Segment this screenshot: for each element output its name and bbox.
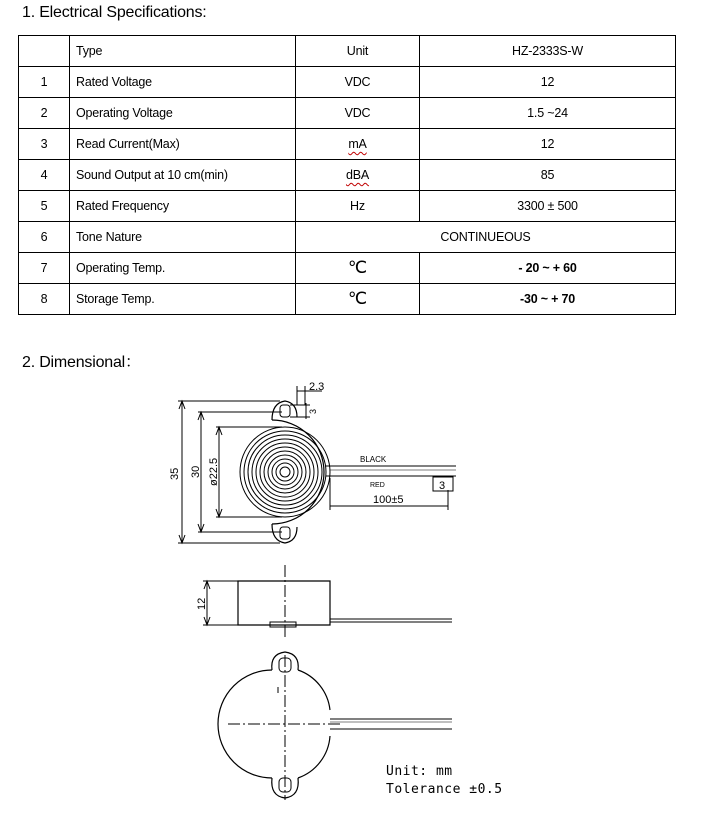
bottom-view-outline: [298, 736, 330, 778]
dimension-drawing: [0, 370, 702, 827]
row-type: Operating Temp.: [70, 253, 296, 284]
row-unit-cell: [296, 129, 420, 160]
table-row: [19, 222, 676, 253]
table-row: [19, 160, 676, 191]
row-unit-cell: [296, 160, 420, 191]
dim-3-wire: 3: [439, 480, 446, 492]
black-wire-label: BLACK: [360, 455, 387, 464]
row-value: 12: [420, 129, 676, 160]
row-unit: Hz: [296, 191, 420, 222]
row-value: CONTINUEOUS: [296, 222, 676, 253]
row-num: 1: [19, 67, 70, 98]
header-unit: Unit: [296, 36, 420, 67]
row-unit: VDC: [296, 98, 420, 129]
dim-2-3: 2.3: [309, 381, 325, 393]
table-row: [19, 129, 676, 160]
table-row: [19, 284, 676, 315]
row-unit: ℃: [296, 253, 420, 284]
table-row: [19, 67, 676, 98]
row-num: 8: [19, 284, 70, 315]
row-num: 5: [19, 191, 70, 222]
row-type: Rated Frequency: [70, 191, 296, 222]
top-slot: [280, 405, 290, 417]
section-title-electrical: 1. Electrical Specifications:: [22, 4, 207, 21]
section-title-dimensional: 2. Dimensional：: [22, 354, 141, 371]
row-num: 4: [19, 160, 70, 191]
row-value: 12: [420, 67, 676, 98]
dim-lead: 100±5: [373, 494, 404, 506]
row-type: Sound Output at 10 cm(min): [70, 160, 296, 191]
header-type: Type: [70, 36, 296, 67]
dim-30: 30: [190, 465, 202, 478]
dim-3-top: 3: [308, 408, 318, 414]
side-view: [196, 565, 452, 640]
row-num: 2: [19, 98, 70, 129]
bottom-slot: [280, 527, 290, 539]
row-value: - 20 ~ + 60: [420, 253, 676, 284]
row-type: Rated Voltage: [70, 67, 296, 98]
tolerance-note: Tolerance ±0.5: [386, 782, 503, 797]
header-num: [19, 36, 70, 67]
bottom-view-outline: [298, 670, 330, 710]
unit-note: Unit: mm: [386, 764, 453, 779]
row-value: 1.5 ~24: [420, 98, 676, 129]
electrical-spec-table: [18, 35, 676, 315]
red-wire-label: RED: [370, 482, 385, 489]
table-row: [19, 253, 676, 284]
row-type: Read Current(Max): [70, 129, 296, 160]
side-view-body: [238, 581, 330, 625]
concentric-rings: [240, 427, 330, 517]
dim-dia: ø22.5: [208, 457, 220, 486]
table-row: [19, 98, 676, 129]
row-value: 85: [420, 160, 676, 191]
top-view: [169, 381, 456, 543]
row-value: -30 ~ + 70: [420, 284, 676, 315]
row-value: 3300 ± 500: [420, 191, 676, 222]
row-type: Operating Voltage: [70, 98, 296, 129]
row-unit: mA: [348, 137, 367, 151]
row-type: Storage Temp.: [70, 284, 296, 315]
header-model: HZ-2333S-W: [420, 36, 676, 67]
row-type: Tone Nature: [70, 222, 296, 253]
row-unit: dBA: [345, 168, 370, 182]
table-row: [19, 191, 676, 222]
row-num: 6: [19, 222, 70, 253]
dim-12: 12: [196, 597, 208, 610]
row-num: 3: [19, 129, 70, 160]
dim-35: 35: [169, 467, 181, 480]
row-num: 7: [19, 253, 70, 284]
row-unit: ℃: [296, 284, 420, 315]
table-header-row: [19, 36, 676, 67]
row-unit: VDC: [296, 67, 420, 98]
